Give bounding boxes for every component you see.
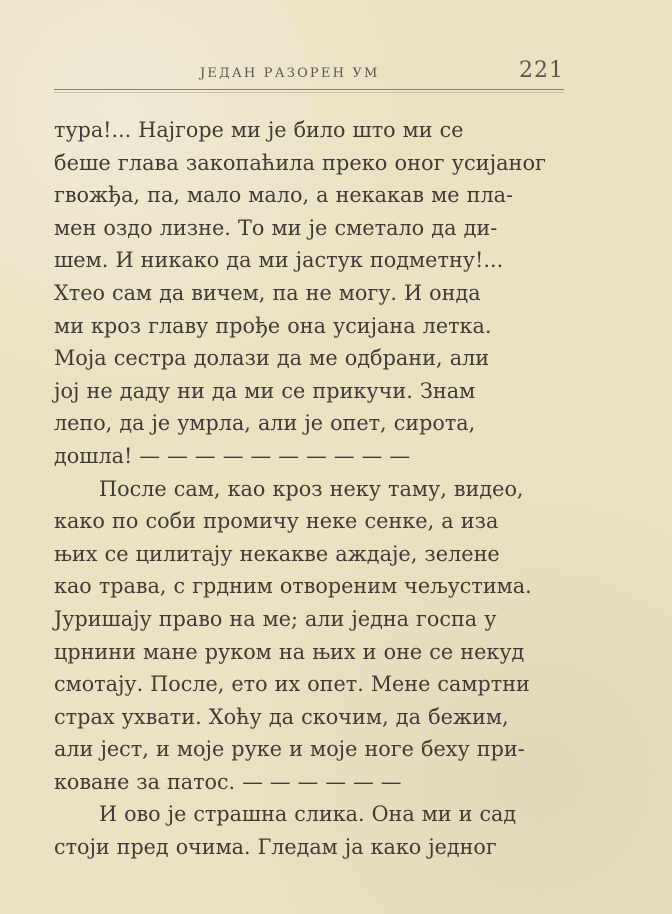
text-line — [54, 114, 554, 147]
text-line-content: И ово је страшна слика. Она ми и сад — [99, 802, 517, 827]
text-line-content: мен оздо лизне. То ми је сметало да ди- — [54, 215, 498, 240]
text-line-content: смотају. После, ето их опет. Мене самртни — [54, 672, 530, 697]
text-line — [54, 277, 554, 310]
text-line-content: коване за патос. — — — — — — — [54, 769, 402, 794]
text-line-content: Хтео сам да вичем, па не могу. И онда — [54, 280, 481, 305]
text-line-content: шем. И никако да ми јастук подметну!... — [54, 248, 504, 273]
text-line-content: гвожђа, па, мало мало, а некакав ме пла- — [54, 183, 514, 208]
text-line — [54, 831, 554, 864]
text-line — [54, 212, 554, 245]
paragraph-start-line — [54, 473, 554, 506]
header-rule — [54, 89, 564, 90]
text-line — [54, 668, 554, 701]
text-line-content: лепо, да је умрла, али је опет, сирота, — [54, 411, 476, 436]
text-line — [54, 407, 554, 440]
text-line — [54, 244, 554, 277]
text-line — [54, 440, 554, 473]
text-line-content: страх ухвати. Хоћу да скочим, да бежим, — [54, 704, 509, 729]
text-line — [54, 179, 554, 212]
running-title: ЈЕДАН РАЗОРЕН УМ — [200, 66, 380, 81]
text-line — [54, 375, 554, 408]
text-line — [54, 766, 554, 799]
text-line — [54, 538, 554, 571]
text-line-content: њих се цилитају некакве аждаје, зелене — [54, 541, 500, 566]
text-line-content: као трава, с грдним отвореним чељустима. — [54, 574, 532, 599]
text-line-content: тура!... Најгоре ми је било што ми се — [54, 118, 464, 142]
text-line-content: После сам, као кроз неку таму, видео, — [99, 476, 524, 501]
text-line-content: ми кроз главу прође она усијана летка. — [54, 313, 492, 338]
text-line-content: како по соби промичу неке сенке, а иза — [54, 509, 499, 534]
text-line-content: дошла! — — — — — — — — — — — [54, 443, 411, 468]
text-line-content: црнини мане руком на њих и оне се некуд — [54, 639, 525, 664]
text-line — [54, 603, 554, 636]
text-line — [54, 570, 554, 603]
text-line-content: јој не даду ни да ми се прикучи. Знам — [54, 378, 476, 403]
page-header — [54, 58, 564, 88]
text-line-content: беше глава закопаћила преко оног усијаног — [54, 150, 546, 175]
text-line — [54, 147, 554, 180]
text-line-content: стоји пред очима. Гледам ја како једног — [54, 835, 497, 860]
text-line — [54, 636, 554, 669]
text-line-content: Јуришају право на ме; али једна госпа у — [54, 606, 497, 631]
body-text — [54, 114, 554, 864]
text-line — [54, 310, 554, 343]
page-number: 221 — [519, 58, 564, 83]
text-line — [54, 733, 554, 766]
text-line — [54, 505, 554, 538]
text-line — [54, 342, 554, 375]
text-line-content: али јест, и моје руке и моје ноге беху при- — [54, 737, 525, 762]
text-line — [54, 701, 554, 734]
text-line-content: Моја сестра долази да ме одбрани, али — [54, 346, 490, 371]
paragraph-start-line — [54, 798, 554, 831]
